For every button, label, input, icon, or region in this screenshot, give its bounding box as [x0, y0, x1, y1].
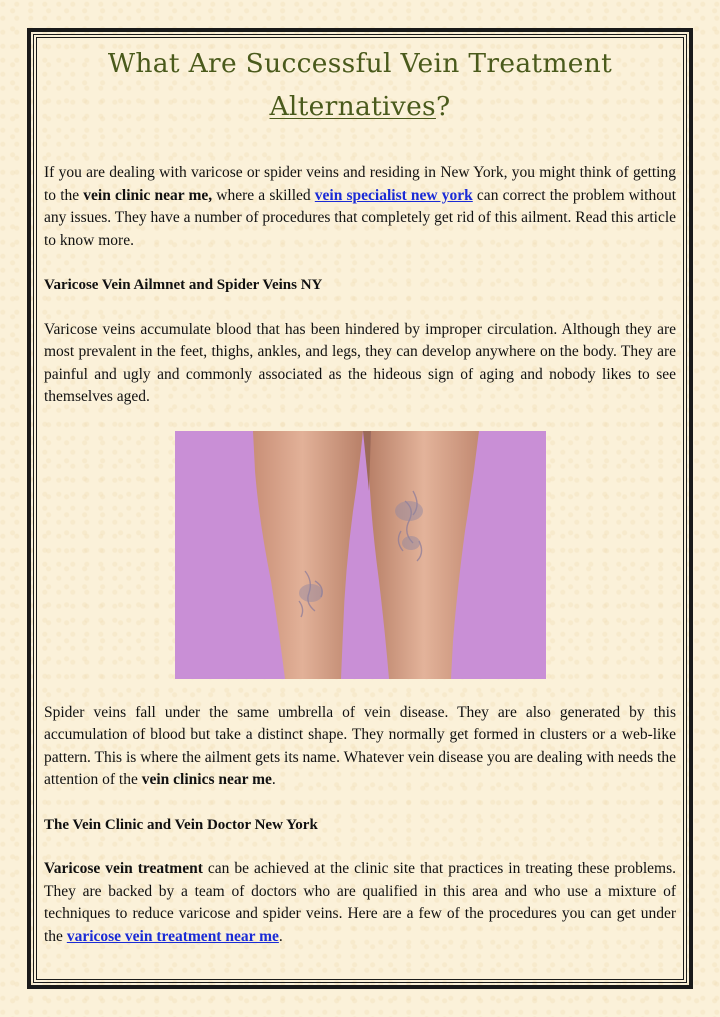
- intro-paragraph: [44, 162, 676, 252]
- section-heading-varicose: Varicose Vein Ailmnet and Spider Veins NY: [44, 277, 323, 293]
- legs-illustration: [175, 431, 546, 679]
- title-line-1: What Are Successful Vein Treatment: [107, 48, 613, 79]
- intro-text-3: can correct the problem without any issues. They have a number of procedures that completely get rid of this ailment. Read this article to know more.: [44, 186, 677, 249]
- vein-specialist-link[interactable]: vein specialist new york: [314, 186, 473, 204]
- title-question-mark: ?: [435, 91, 451, 122]
- varicose-paragraph: Varicose veins accumulate blood that has been hindered by improper circulation. Although they are most prevalent in the feet, thighs, ankles, and legs, they can develop anywhere on the body. They are painful and ugly and commonly associated as the hideous sign of aging and nobody likes to see themselves aged.: [44, 320, 676, 405]
- document-body: [44, 42, 676, 948]
- varicose-treatment-link[interactable]: varicose vein treatment near me: [66, 927, 279, 945]
- intro-text-1: If you are dealing with varicose or spider veins and residing in New York, you might think of getting to the: [44, 164, 676, 204]
- section-heading-clinic: The Vein Clinic and Vein Doctor New York: [44, 816, 318, 833]
- intro-text-2: where a skilled: [212, 186, 315, 204]
- clinic-paragraph: [44, 858, 676, 948]
- clinic-bold-keyword: Varicose vein treatment: [44, 860, 203, 877]
- spider-veins-paragraph: [44, 702, 676, 792]
- legs-photo: [175, 431, 546, 679]
- page-title: [44, 42, 676, 128]
- spider-bold-keyword: vein clinics near me: [141, 771, 272, 788]
- clinic-text: can be achieved at the clinic site that practices in treating these problems. They are backed by a team of doctors who are qualified in this area and who use a mixture of techniques to reduce varicose and spider veins. Here are a few of the procedures you can get under the: [44, 860, 676, 945]
- title-line-2: Alternatives: [269, 91, 436, 122]
- spider-text: Spider veins fall under the same umbrella of vein disease. They are also generated by this accumulation of blood but take a distinct shape. They normally get formed in clusters or a web-like pattern. This is where the ailment gets its name. Whatever vein disease you are dealing with needs the attention of the: [44, 703, 676, 788]
- clinic-end: .: [278, 927, 283, 945]
- intro-bold-keyword: vein clinic near me,: [83, 186, 213, 204]
- spider-end: .: [271, 771, 276, 788]
